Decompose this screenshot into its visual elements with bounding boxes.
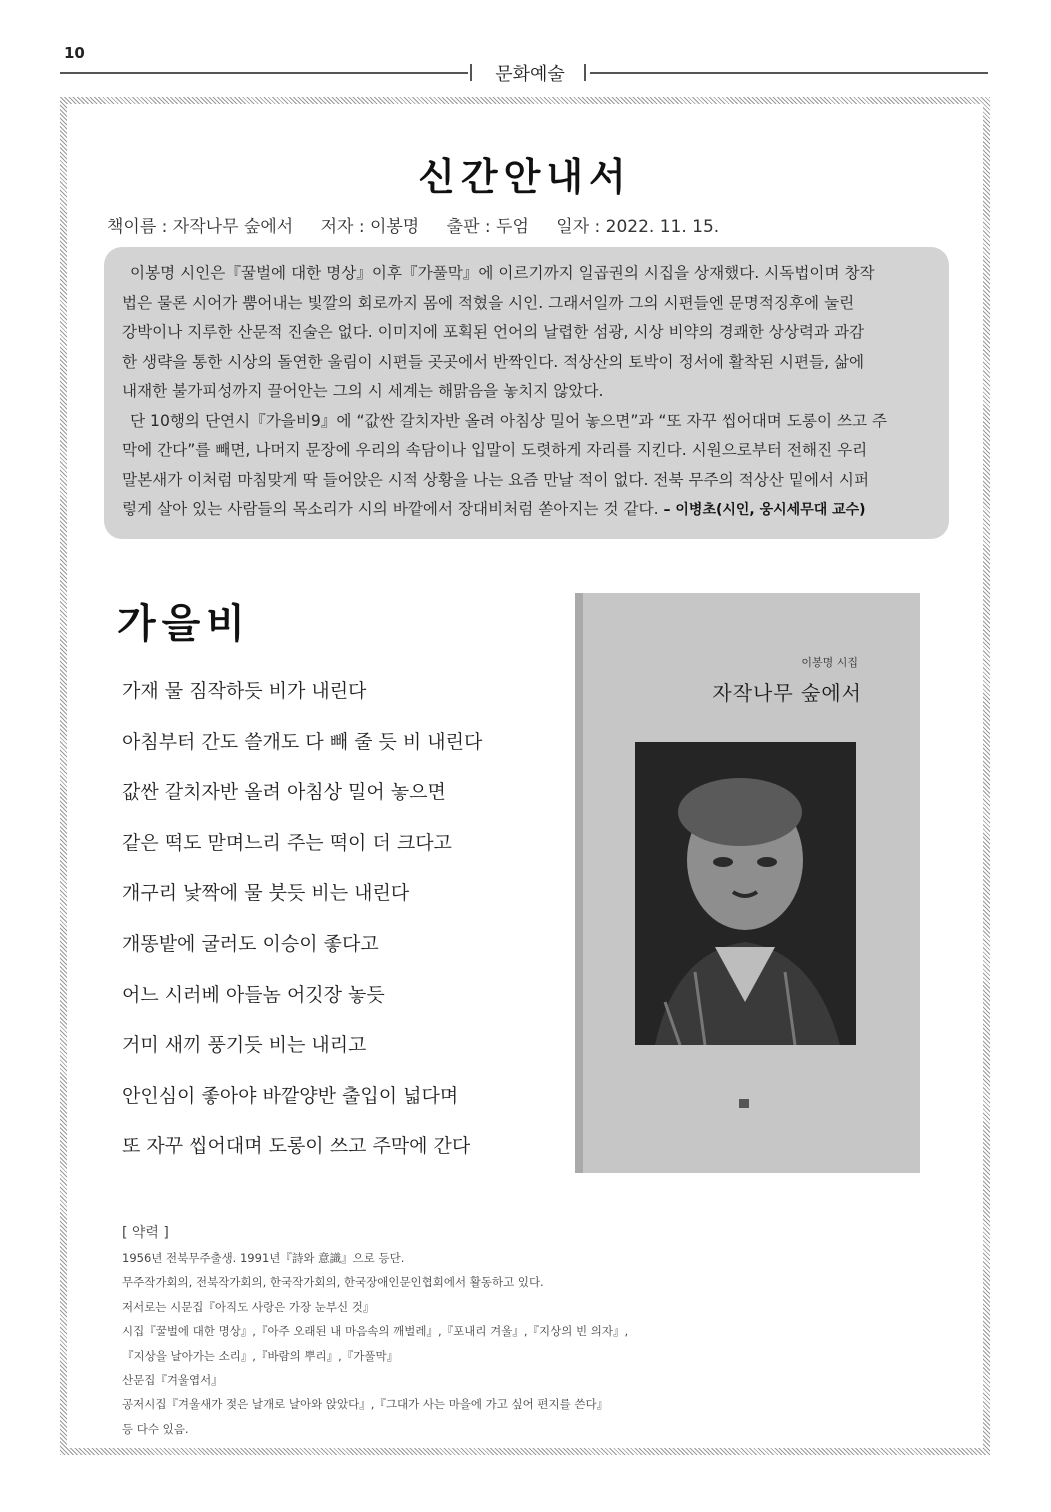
article-title: 신간안내서 bbox=[418, 155, 632, 199]
review-paragraph bbox=[122, 259, 927, 407]
poem-title: 가을비 bbox=[117, 601, 251, 647]
poem-line: 개똥밭에 굴러도 이승이 좋다고 bbox=[122, 932, 379, 955]
bio-line: 저서로는 시문집『아직도 사랑은 가장 눈부신 것』 bbox=[122, 1299, 375, 1314]
review-line: 한 생략을 통한 시상의 돌연한 울림이 시편들 곳곳에서 반짝인다. 적상산의 토박이 정서에 활착된 시편들, 삶에 bbox=[122, 352, 865, 371]
book-cover-image bbox=[575, 593, 920, 1173]
review-author: – 이병초(시인, 웅시세무대 교수) bbox=[663, 502, 866, 518]
book-publisher: 출판 : 두엄 bbox=[446, 217, 529, 237]
bio-body bbox=[122, 1250, 628, 1445]
bio-line: 공저시집『겨울새가 젖은 날개로 날아와 앉았다』,『그대가 사는 마을에 가고 싶어 편지를 쓴다』 bbox=[122, 1397, 609, 1412]
review-box bbox=[104, 247, 949, 539]
bio-heading: [ 약력 ] bbox=[122, 1225, 169, 1241]
poem-line: 어느 시러베 아들놈 어깃장 놓듯 bbox=[122, 983, 385, 1006]
article-body bbox=[67, 104, 983, 1448]
poem-body bbox=[122, 676, 482, 1182]
bio-line: 무주작가회의, 전북작가회의, 한국작가회의, 한국장애인문인협회에서 활동하고 있다. bbox=[122, 1275, 544, 1290]
review-line: 법은 물론 시어가 뿜어내는 빛깔의 회로까지 몸에 적혔을 시인. 그래서일까 그의 시편들엔 문명적징후에 눌린 bbox=[122, 293, 855, 312]
poem-line: 값싼 갈치자반 올려 아침상 밀어 놓으면 bbox=[122, 781, 446, 804]
bio-line: 산문집『겨울엽서』 bbox=[122, 1372, 223, 1387]
review-line: 렇게 살아 있는 사람들의 목소리가 시의 바깥에서 장대비처럼 쏟아지는 것 같다. bbox=[122, 500, 659, 518]
header-tick-right bbox=[584, 64, 586, 81]
cover-title: 자작나무 숲에서 bbox=[712, 681, 862, 705]
poem-line: 또 자꾸 씹어대며 도롱이 쓰고 주막에 간다 bbox=[122, 1135, 471, 1158]
poem-line: 아침부터 간도 쓸개도 다 빼 줄 듯 비 내린다 bbox=[122, 730, 483, 753]
poem-line: 거미 새끼 풍기듯 비는 내리고 bbox=[122, 1034, 367, 1057]
article-frame bbox=[60, 97, 990, 1455]
poem-line: 가재 물 짐작하듯 비가 내린다 bbox=[122, 680, 367, 702]
bio-line: 1956년 전북무주출생. 1991년『詩와 意識』으로 등단. bbox=[122, 1251, 405, 1265]
bio-line: 시집『꿀벌에 대한 명상』,『아주 오래된 내 마음속의 깨벌레』,『포내리 겨울』,『지상의 빈 의자』, bbox=[122, 1324, 629, 1339]
review-line: 내재한 불가피성까지 끌어안는 그의 시 세계는 해맑음을 놓치지 않았다. bbox=[122, 382, 604, 400]
book-author: 저자 : 이봉명 bbox=[320, 217, 420, 237]
review-line: 이봉명 시인은『꿀벌에 대한 명상』이후『가풀막』에 이르기까지 일곱권의 시집을 상재했다. 시독법이며 창작 bbox=[130, 264, 875, 282]
poem-line: 안인심이 좋아야 바깥양반 출입이 넓다며 bbox=[122, 1084, 459, 1107]
book-meta bbox=[107, 212, 741, 237]
header-rule-left bbox=[60, 72, 468, 74]
review-line: 말본새가 이처럼 마침맞게 딱 들어앉은 시적 상황을 나는 요즘 만날 적이 없다. 전북 무주의 적상산 밑에서 시퍼 bbox=[122, 470, 870, 489]
bio-line: 등 다수 있음. bbox=[122, 1421, 189, 1436]
bio-line: 『지상을 날아가는 소리』,『바람의 뿌리』,『가풀막』 bbox=[122, 1348, 399, 1363]
poem-line: 같은 떡도 맏며느리 주는 떡이 더 크다고 bbox=[122, 831, 452, 854]
book-date: 일자 : 2022. 11. 15. bbox=[556, 217, 720, 237]
portrait-illustration bbox=[635, 742, 856, 1045]
publisher-logo-icon bbox=[739, 1099, 749, 1108]
review-line: 강박이나 지루한 산문적 진술은 없다. 이미지에 포획된 언어의 날렵한 섬광, 시상 비약의 경쾌한 상상력과 과감 bbox=[122, 323, 865, 341]
review-paragraph bbox=[122, 407, 927, 526]
review-line: 막에 간다”를 빼면, 나머지 문장에 우리의 속담이나 입말이 도렷하게 자리를 지킨다. 시원으로부터 전해진 우리 bbox=[122, 441, 868, 459]
review-line: 단 10행의 단연시『가을비9』에 “값싼 갈치자반 올려 아침상 밀어 놓으면”과 “또 자꾸 씹어대며 도롱이 쓰고 주 bbox=[130, 411, 888, 430]
book-name: 책이름 : 자작나무 숲에서 bbox=[107, 217, 294, 237]
section-label: 문화예술 bbox=[495, 64, 565, 85]
page-number: 10 bbox=[64, 44, 85, 62]
poem-line: 개구리 낯짝에 물 붓듯 비는 내린다 bbox=[122, 882, 410, 905]
header-rule-right bbox=[590, 72, 988, 74]
cover-portrait bbox=[635, 742, 856, 1045]
cover-series: 이봉명 시집 bbox=[801, 656, 858, 669]
